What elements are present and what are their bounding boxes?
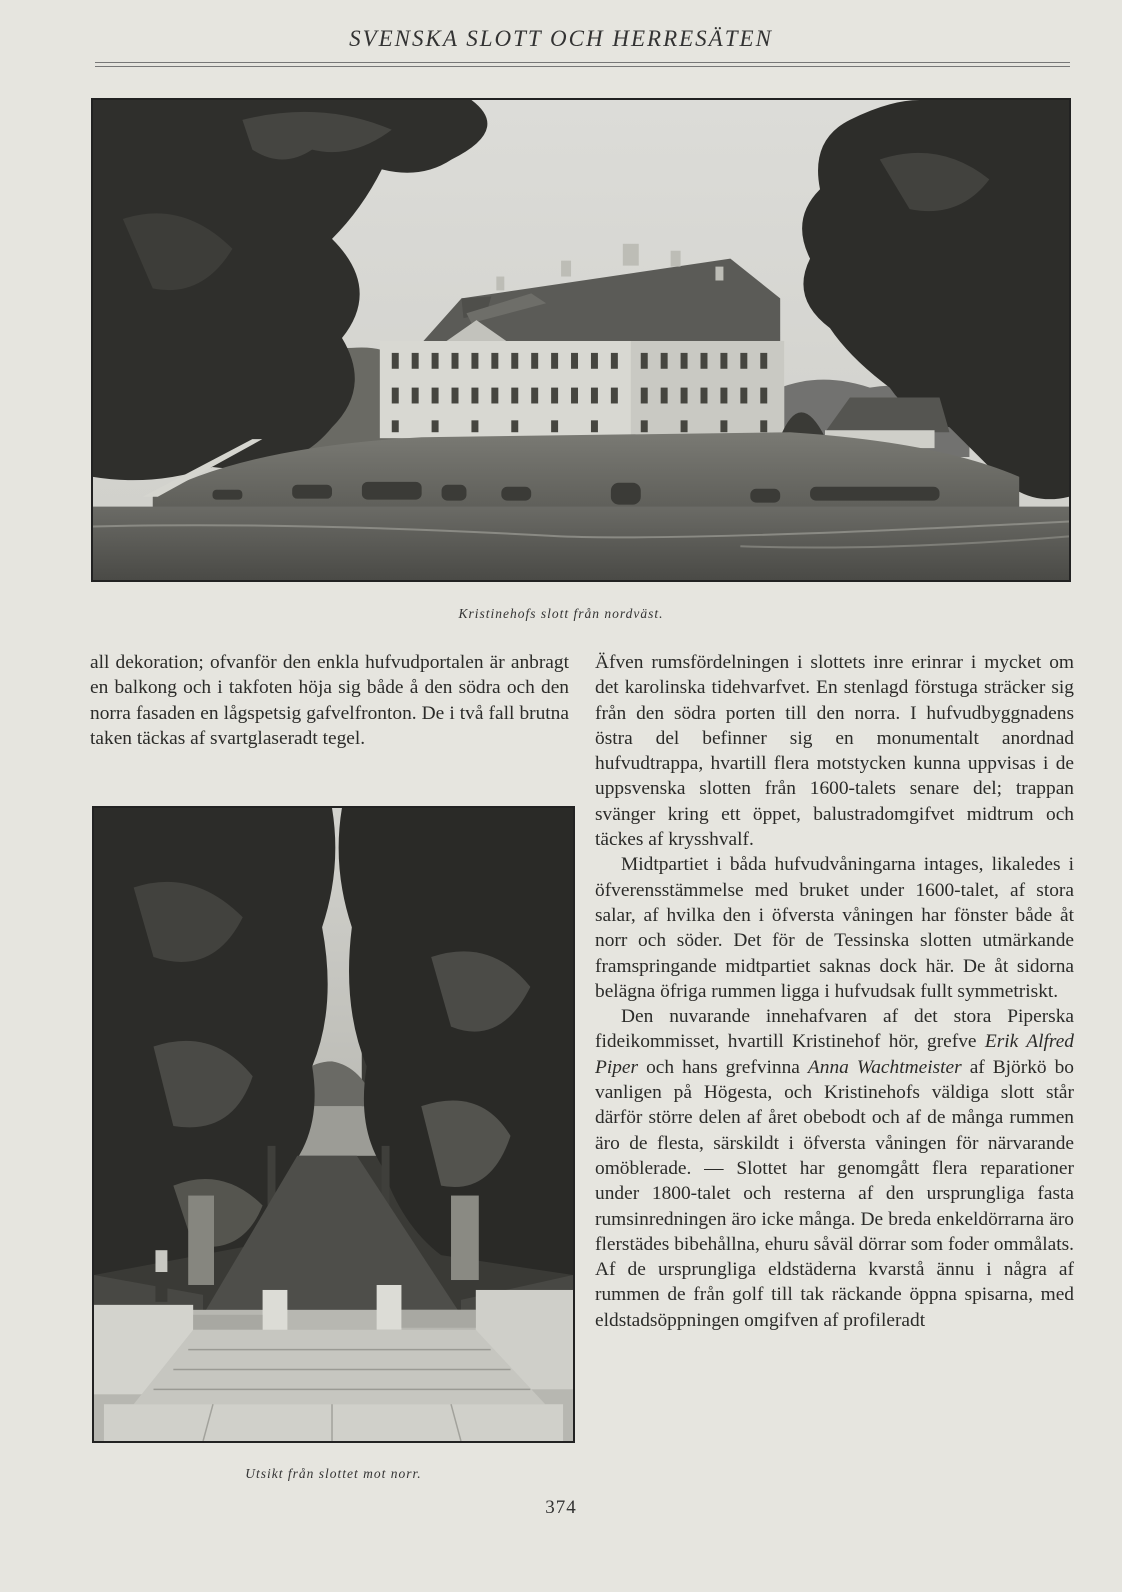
right-paragraph-3 (595, 1004, 1074, 1333)
paragraph-3-end: af Björkö bo vanligen på Högesta, och Kristinehofs väldiga slott står därför större delen af året obebodt och af de många rummen äro de flesta, särskildt i öfversta våningen för närvarande omöblerade. — Slottet har genomgått flera reparationer under 1800-talet och resterna af den ursprungliga fasta rumsinredningen äro icke många. De breda enkeldörrarna äro flerstädes bibehållna, ehuru såväl dörrar som foder ommålats. Af de ursprungliga eldstäderna kvarstå ännu i några af rummen de från golf till tak räckande öppna spisarna, med eldstadsöppningen omgifven af profileradt (595, 1056, 1074, 1331)
page-number: 374 (545, 1497, 577, 1518)
person-name-erik-alfred-piper: Erik Alfred Piper (595, 1031, 1074, 1078)
avenue-photograph-caption: Utsikt från slottet mot norr. (245, 1466, 422, 1481)
avenue-photograph (92, 806, 575, 1443)
header-rule-double (95, 66, 1070, 67)
paragraph-3-start: Den nuvarande innehafvaren af det stora Piperska fideikommisset, hvartill Kristinehof hör, grefve (595, 1006, 1074, 1053)
person-name-anna-wachtmeister: Anna Wachtmeister (807, 1056, 962, 1078)
left-column (90, 650, 569, 751)
paragraph-3-mid: och hans grefvinna (646, 1056, 800, 1078)
right-paragraph-1: Äfven rumsfördelningen i slottets inre erinrar i mycket om det karolinska tidehvarfvet. En stenlagd förstuga sträcker sig från den södra porten till den norra. I hufvudbyggnadens östra del befinner sig en monumentalt anordnad hufvudtrappa, hvartill flera motstycken kunna uppvisas i de uppsvenska slotten från 1600-talets senare del; trappan svänger kring ett öppet, balustradomgifvet midtrum och täckes af krysshvalf. (595, 652, 1074, 851)
header-rule (95, 62, 1070, 63)
castle-photograph-drawing (93, 100, 1069, 580)
right-column (595, 650, 1074, 1333)
left-paragraph: all dekoration; ofvanför den enkla hufvudportalen är anbragt en balkong och i takfoten höja sig både å den södra och den norra fasaden en lågspetsig gafvelfronton. De i två fall brutna taken täckas af svartglaseradt tegel. (90, 652, 569, 749)
avenue-photograph-drawing (94, 808, 573, 1441)
castle-photograph-caption: Kristinehofs slott från nordväst. (458, 606, 664, 621)
running-head: SVENSKA SLOTT OCH HERRESÄTEN (349, 26, 773, 51)
castle-photograph (91, 98, 1071, 582)
right-paragraph-2: Midtpartiet i båda hufvudvåningarna intages, likaledes i öfverensstämmelse med bruket under 1600-talet, af stora salar, af hvilka den i öfversta våningen har fönster både åt norr och söder. Det för de Tessinska slotten utmärkande framspringande midtpartiet saknas dock här. De åt sidorna belägna öfriga rummen ligga i hufvudsak fullt symmetriskt. (595, 854, 1074, 1002)
